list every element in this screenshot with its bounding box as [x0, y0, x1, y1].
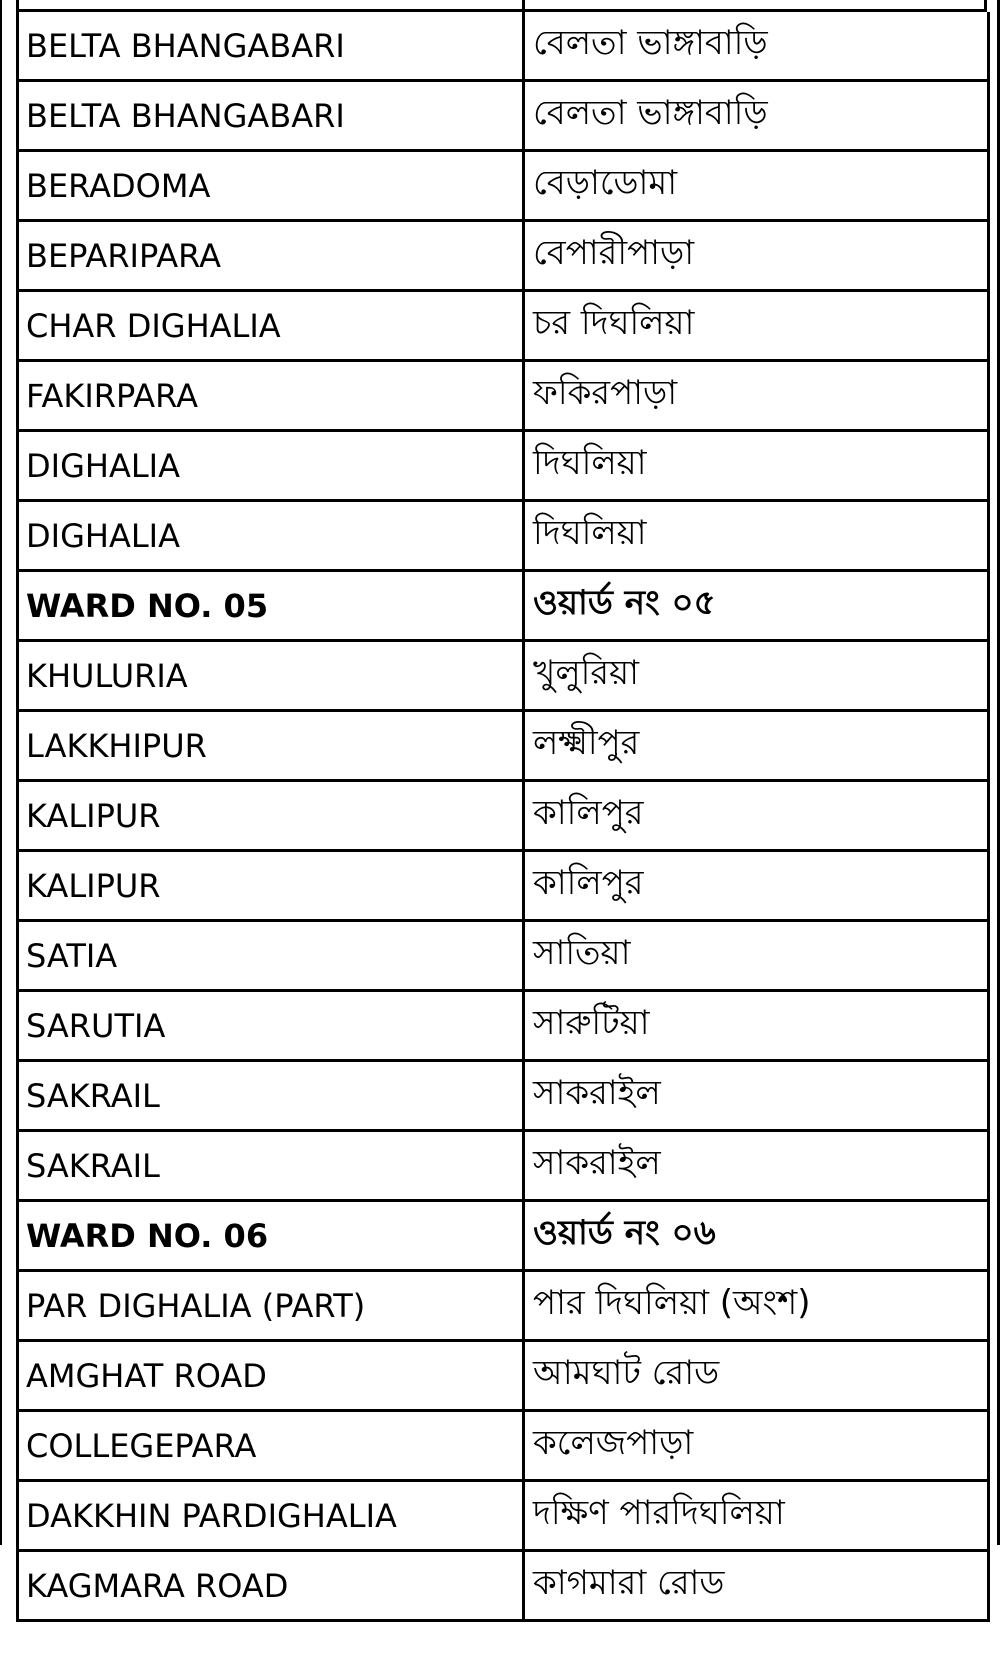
table-row: [18, 361, 989, 431]
table-row: [18, 641, 989, 711]
place-name-english: FAKIRPARA: [18, 361, 524, 431]
place-name-english: CHAR DIGHALIA: [18, 291, 524, 361]
table-row: [18, 1061, 989, 1131]
place-name-english: DAKKHIN PARDIGHALIA: [18, 1481, 524, 1551]
place-name-bengali: দিঘলিয়া: [524, 431, 989, 501]
place-name-bengali: সাতিয়া: [524, 921, 989, 991]
table-row: [18, 221, 989, 291]
ward-header-row: [18, 571, 989, 641]
place-name-bengali: কালিপুর: [524, 781, 989, 851]
place-name-bengali: চর দিঘলিয়া: [524, 291, 989, 361]
place-name-bengali: আমঘাট রোড: [524, 1341, 989, 1411]
table-row: [18, 851, 989, 921]
table-row: [18, 1271, 989, 1341]
page-left-border: [0, 0, 2, 1545]
table-row: [18, 151, 989, 221]
column-divider: [522, 0, 525, 9]
table-row: [18, 81, 989, 151]
table-row: [18, 12, 989, 81]
place-name-bengali: দক্ষিণ পারদিঘলিয়া: [524, 1481, 989, 1551]
place-name-bengali: সাকরাইল: [524, 1131, 989, 1201]
place-name-bengali: কালিপুর: [524, 851, 989, 921]
place-name-english: PAR DIGHALIA (PART): [18, 1271, 524, 1341]
place-name-english: BEPARIPARA: [18, 221, 524, 291]
place-name-bengali: কলেজপাড়া: [524, 1411, 989, 1481]
ward-label-english: WARD NO. 06: [18, 1201, 524, 1271]
table-row: [18, 1481, 989, 1551]
village-name-table: [16, 12, 990, 1622]
place-name-english: SAKRAIL: [18, 1061, 524, 1131]
place-name-english: COLLEGEPARA: [18, 1411, 524, 1481]
place-name-bengali: বেলতা ভাঙ্গাবাড়ি: [524, 12, 989, 81]
table-row: [18, 291, 989, 361]
clipped-previous-row: [16, 0, 987, 12]
place-name-english: KALIPUR: [18, 851, 524, 921]
table-row: [18, 921, 989, 991]
place-name-english: KHULURIA: [18, 641, 524, 711]
village-rows: [18, 12, 989, 1621]
place-name-bengali: বেলতা ভাঙ্গাবাড়ি: [524, 81, 989, 151]
place-name-english: SATIA: [18, 921, 524, 991]
place-name-english: LAKKHIPUR: [18, 711, 524, 781]
place-name-english: DIGHALIA: [18, 431, 524, 501]
table-row: [18, 781, 989, 851]
place-name-english: KALIPUR: [18, 781, 524, 851]
place-name-english: SAKRAIL: [18, 1131, 524, 1201]
place-name-bengali: দিঘলিয়া: [524, 501, 989, 571]
place-name-bengali: খুলুরিয়া: [524, 641, 989, 711]
ward-label-bengali: ওয়ার্ড নং ০৫: [524, 571, 989, 641]
table-row: [18, 1341, 989, 1411]
place-name-english: BERADOMA: [18, 151, 524, 221]
place-name-bengali: পার দিঘলিয়া (অংশ): [524, 1271, 989, 1341]
place-name-english: KAGMARA ROAD: [18, 1551, 524, 1621]
ward-header-row: [18, 1201, 989, 1271]
ward-label-bengali: ওয়ার্ড নং ০৬: [524, 1201, 989, 1271]
place-name-bengali: বেড়াডোমা: [524, 151, 989, 221]
table-row: [18, 1131, 989, 1201]
place-name-english: DIGHALIA: [18, 501, 524, 571]
place-name-english: BELTA BHANGABARI: [18, 12, 524, 81]
place-name-english: AMGHAT ROAD: [18, 1341, 524, 1411]
place-name-bengali: কাগমারা রোড: [524, 1551, 989, 1621]
place-name-bengali: বেপারীপাড়া: [524, 221, 989, 291]
place-name-bengali: লক্ষ্মীপুর: [524, 711, 989, 781]
table-row: [18, 991, 989, 1061]
place-name-bengali: সাকরাইল: [524, 1061, 989, 1131]
table-row: [18, 1411, 989, 1481]
ward-label-english: WARD NO. 05: [18, 571, 524, 641]
place-name-bengali: ফকিরপাড়া: [524, 361, 989, 431]
table-row: [18, 431, 989, 501]
table-row: [18, 501, 989, 571]
place-name-bengali: সারুটিয়া: [524, 991, 989, 1061]
place-name-english: BELTA BHANGABARI: [18, 81, 524, 151]
table-row: [18, 1551, 989, 1621]
table-row: [18, 711, 989, 781]
place-name-english: SARUTIA: [18, 991, 524, 1061]
